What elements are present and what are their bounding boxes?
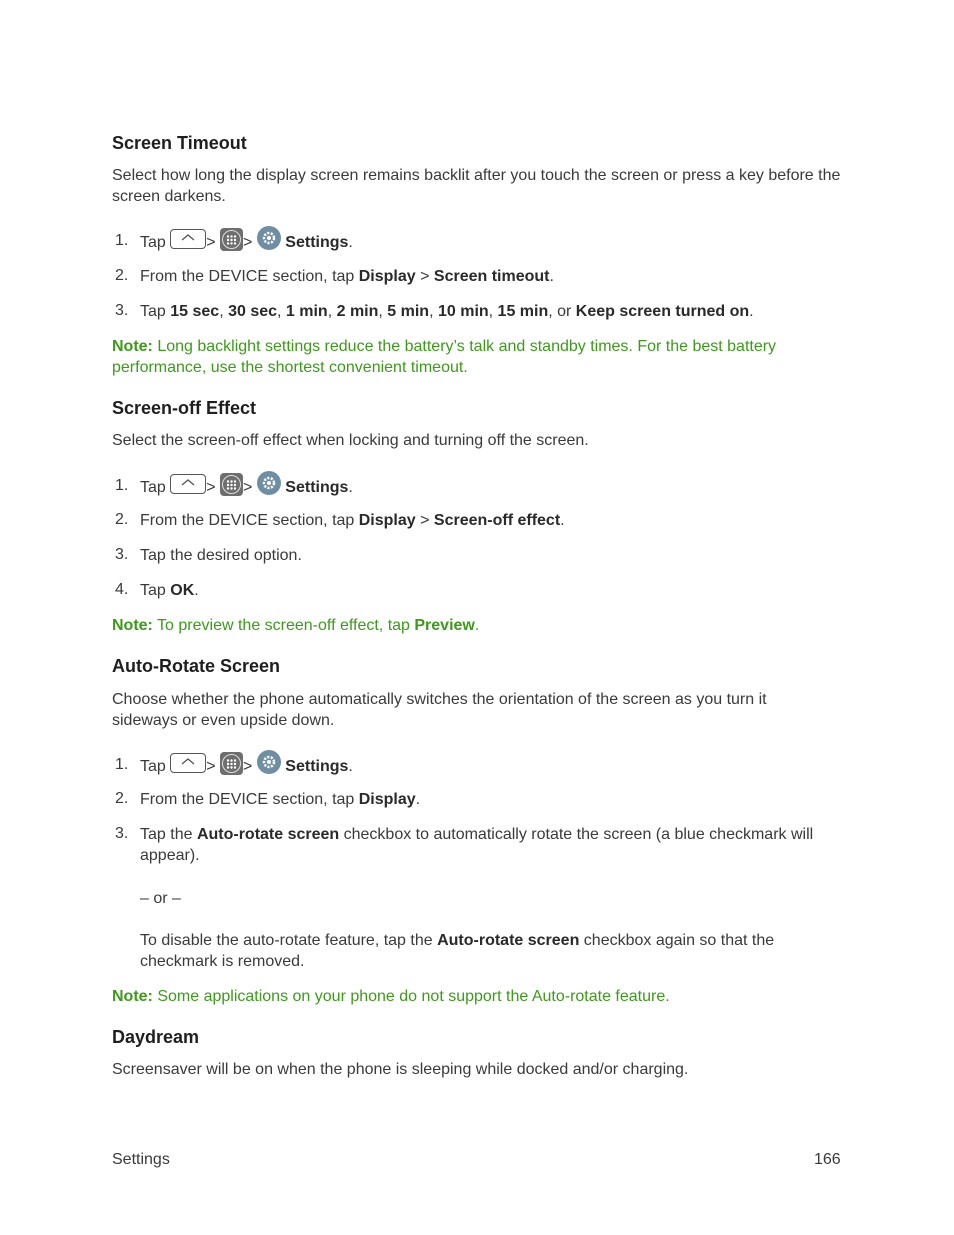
section-intro-screen-off-effect: Select the screen-off effect when locking and turning off the screen. bbox=[112, 432, 589, 449]
bold-term: Auto-rotate screen bbox=[196, 826, 340, 843]
section-title-daydream: Daydream bbox=[112, 1027, 200, 1047]
text: From the DEVICE section, tap bbox=[140, 512, 359, 529]
step-tap-home-apps-settings bbox=[140, 471, 353, 498]
section-title-screen-timeout: Screen Timeout bbox=[112, 133, 247, 153]
text: Tap bbox=[140, 303, 171, 320]
separator: > bbox=[206, 758, 216, 775]
section-intro-daydream: Screensaver will be on when the phone is sleeping while docked and/or charging. bbox=[112, 1061, 689, 1078]
settings-label: Settings bbox=[285, 758, 349, 775]
step-text: Tap bbox=[140, 479, 166, 496]
home-key-icon bbox=[170, 474, 206, 494]
punct: . bbox=[560, 512, 565, 529]
bold-term: Screen timeout bbox=[433, 268, 550, 285]
text: , bbox=[277, 303, 286, 320]
step-number: 3. bbox=[115, 825, 129, 842]
option: 10 min bbox=[437, 303, 489, 320]
or-separator: – or – bbox=[140, 890, 181, 907]
option: 2 min bbox=[336, 303, 379, 320]
text: checkbox to automatically rotate the screen (a blue checkmark will appear). bbox=[140, 826, 814, 864]
punct: . bbox=[749, 303, 754, 320]
step-number: 2. bbox=[115, 790, 129, 807]
option: 5 min bbox=[387, 303, 430, 320]
page-number: 166 bbox=[814, 1151, 841, 1168]
note-text: Long backlight settings reduce the battery’s talk and standby times. For the best battery performance, use the shortest convenient timeout. bbox=[112, 338, 777, 376]
step-tap-home-apps-settings bbox=[140, 226, 353, 253]
bold-term: Screen-off effect bbox=[433, 512, 561, 529]
step-number: 1. bbox=[115, 477, 129, 494]
separator: > bbox=[243, 758, 253, 775]
option: 15 sec bbox=[170, 303, 220, 320]
disable-instructions bbox=[140, 930, 840, 972]
option: 1 min bbox=[285, 303, 328, 320]
separator: > bbox=[206, 479, 216, 496]
separator: > bbox=[206, 234, 216, 251]
bold-term: OK bbox=[170, 582, 195, 599]
text: > bbox=[415, 268, 434, 285]
option: Keep screen turned on bbox=[575, 303, 750, 320]
step-text bbox=[140, 301, 754, 322]
apps-icon bbox=[220, 752, 243, 775]
punct: . bbox=[348, 758, 353, 775]
step-number: 3. bbox=[115, 546, 129, 563]
option: 30 sec bbox=[228, 303, 278, 320]
settings-label: Settings bbox=[285, 479, 349, 496]
text: , bbox=[327, 303, 337, 320]
step-number: 1. bbox=[115, 232, 129, 249]
punct: . bbox=[415, 791, 421, 808]
punct: . bbox=[474, 617, 480, 634]
step-tap-home-apps-settings bbox=[140, 750, 353, 777]
apps-icon bbox=[220, 473, 243, 496]
step-number: 2. bbox=[115, 511, 129, 528]
punct: . bbox=[348, 479, 353, 496]
section-intro-auto-rotate: Choose whether the phone automatically switches the orientation of the screen as you turn it sideways or even upside down. bbox=[112, 691, 767, 729]
step-text bbox=[140, 824, 845, 866]
text: To disable the auto-rotate feature, tap the bbox=[140, 932, 438, 949]
text: , bbox=[429, 303, 438, 320]
separator: > bbox=[243, 479, 253, 496]
text: > bbox=[415, 512, 434, 529]
note-text: Some applications on your phone do not support the Auto-rotate feature. bbox=[152, 988, 670, 1005]
home-key-icon bbox=[170, 753, 206, 773]
section-title-auto-rotate: Auto-Rotate Screen bbox=[112, 656, 281, 676]
note-label: Note: bbox=[112, 338, 153, 355]
text: , bbox=[219, 303, 229, 320]
text: From the DEVICE section, tap bbox=[140, 791, 359, 808]
punct: . bbox=[549, 268, 554, 285]
step-text: Tap bbox=[140, 758, 166, 775]
step-text bbox=[140, 510, 565, 531]
settings-gear-icon bbox=[257, 226, 281, 250]
bold-term: Display bbox=[358, 512, 416, 529]
step-text bbox=[140, 789, 420, 810]
step-text bbox=[140, 266, 554, 287]
note-auto-rotate bbox=[112, 986, 670, 1007]
step-number: 2. bbox=[115, 267, 129, 284]
bold-term: Auto-rotate screen bbox=[437, 932, 580, 949]
step-text bbox=[140, 580, 199, 601]
note-bold: Preview bbox=[414, 617, 475, 634]
note-backlight bbox=[112, 336, 812, 378]
step-number: 3. bbox=[115, 302, 129, 319]
step-text: Tap bbox=[140, 234, 166, 251]
home-key-icon bbox=[170, 229, 206, 249]
note-label: Note: bbox=[112, 988, 153, 1005]
step-text: Tap the desired option. bbox=[140, 547, 302, 564]
text: checkbox again so that the checkmark is removed. bbox=[140, 932, 775, 970]
punct: . bbox=[194, 582, 199, 599]
apps-icon bbox=[220, 228, 243, 251]
text: Tap bbox=[140, 582, 171, 599]
text: , or bbox=[548, 303, 576, 320]
step-number: 1. bbox=[115, 756, 129, 773]
step-number: 4. bbox=[115, 581, 129, 598]
text: Tap the bbox=[140, 826, 197, 843]
note-label: Note: bbox=[112, 617, 153, 634]
footer-section-name: Settings bbox=[112, 1151, 170, 1168]
settings-label: Settings bbox=[285, 234, 349, 251]
punct: . bbox=[348, 234, 353, 251]
bold-term: Display bbox=[358, 791, 416, 808]
note-preview bbox=[112, 615, 479, 636]
section-title-screen-off-effect: Screen-off Effect bbox=[112, 398, 257, 418]
bold-term: Display bbox=[358, 268, 416, 285]
option: 15 min bbox=[497, 303, 549, 320]
text: , bbox=[488, 303, 498, 320]
text: , bbox=[378, 303, 388, 320]
separator: > bbox=[243, 234, 253, 251]
note-text: To preview the screen-off effect, tap bbox=[152, 617, 415, 634]
settings-gear-icon bbox=[257, 471, 281, 495]
text: From the DEVICE section, tap bbox=[140, 268, 359, 285]
settings-gear-icon bbox=[257, 750, 281, 774]
section-intro-screen-timeout: Select how long the display screen remains backlit after you touch the screen or press a key before the screen darkens. bbox=[112, 167, 841, 205]
